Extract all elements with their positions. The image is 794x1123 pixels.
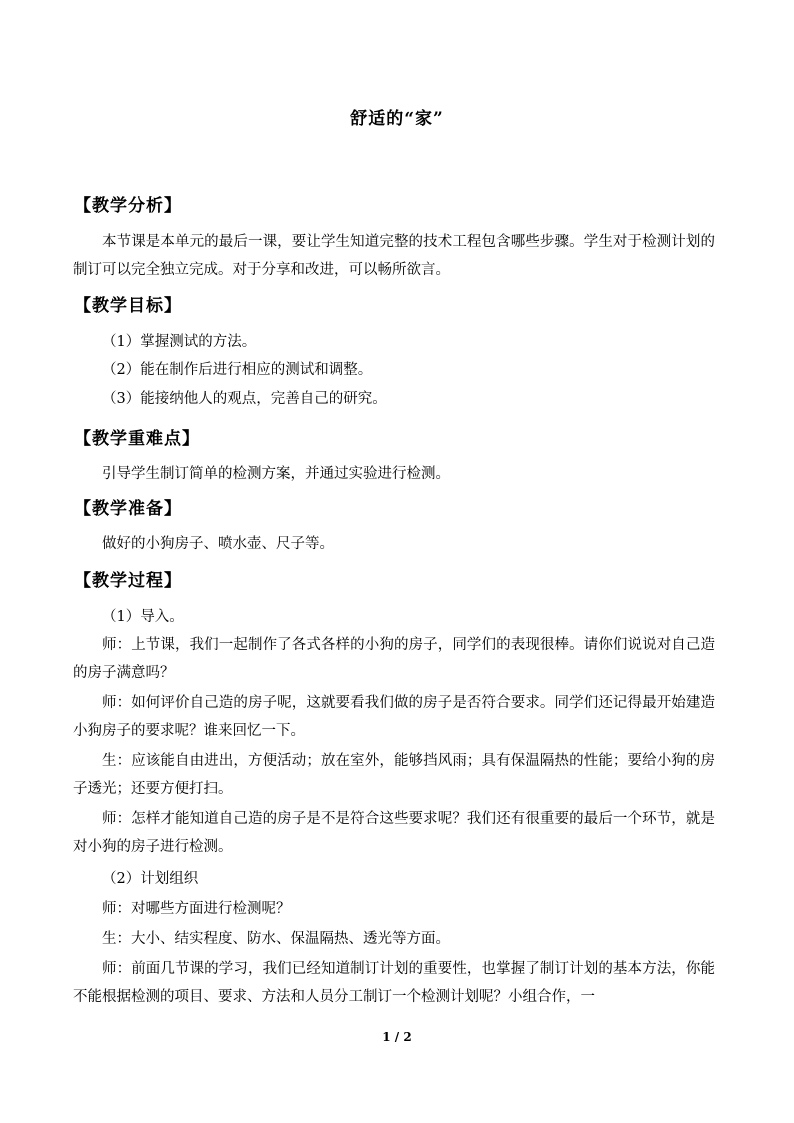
process-paragraph-6: 生：大小、结实程度、防水、保温隔热、透光等方面。 (102, 931, 450, 947)
process-paragraph-4: 师：怎样才能知道自己造的房子是不是符合这些要求呢？我们还有很重要的最后一个环节，就是对小狗的房子进行检测。 (73, 811, 715, 855)
preparation-paragraph: 做好的小狗房子、喷水壶、尺子等。 (102, 536, 334, 552)
document-title: 舒适的“家” (350, 109, 444, 129)
process-step-1: （1）导入。 (102, 609, 184, 625)
process-paragraph-2: 师：如何评价自己造的房子呢，这就要看我们做的房子是否符合要求。同学们还记得最开始建造小狗房子的要求呢？谁来回忆一下。 (73, 695, 715, 739)
process-paragraph-3: 生：应该能自由进出，方便活动；放在室外，能够挡风雨；具有保温隔热的性能；要给小狗的房子透光；还要方便打扫。 (73, 753, 715, 797)
section-heading-key-points: 【教学重难点】 (74, 429, 200, 449)
goal-item-1: （1）掌握测试的方法。 (102, 334, 257, 350)
section-heading-analysis: 【教学分析】 (74, 196, 182, 216)
analysis-paragraph: 本节课是本单元的最后一课，要让学生知道完整的技术工程包含哪些步骤。学生对于检测计划的制订可以完全独立完成。对于分享和改进，可以畅所欲言。 (73, 234, 715, 278)
process-paragraph-1: 师：上节课，我们一起制作了各式各样的小狗的房子，同学们的表现很棒。请你们说说对自己造的房子满意吗？ (73, 637, 715, 681)
section-heading-goals: 【教学目标】 (74, 296, 182, 316)
process-paragraph-7: 师：前面几节课的学习，我们已经知道制订计划的重要性，也掌握了制订计划的基本方法，你能不能根据检测的项目、要求、方法和人员分工制订一个检测计划呢？小组合作，一 (73, 961, 715, 1005)
page-number: 1 / 2 (382, 1030, 412, 1044)
goal-item-3: （3）能接纳他人的观点，完善自己的研究。 (102, 391, 387, 407)
process-step-2: （2）计划组织 (102, 871, 199, 887)
section-heading-preparation: 【教学准备】 (74, 499, 182, 519)
section-heading-process: 【教学过程】 (74, 571, 182, 591)
process-paragraph-5: 师：对哪些方面进行检测呢？ (102, 901, 291, 917)
key-points-paragraph: 引导学生制订简单的检测方案，并通过实验进行检测。 (102, 466, 450, 482)
goal-item-2: （2）能在制作后进行相应的测试和调整。 (102, 362, 373, 378)
